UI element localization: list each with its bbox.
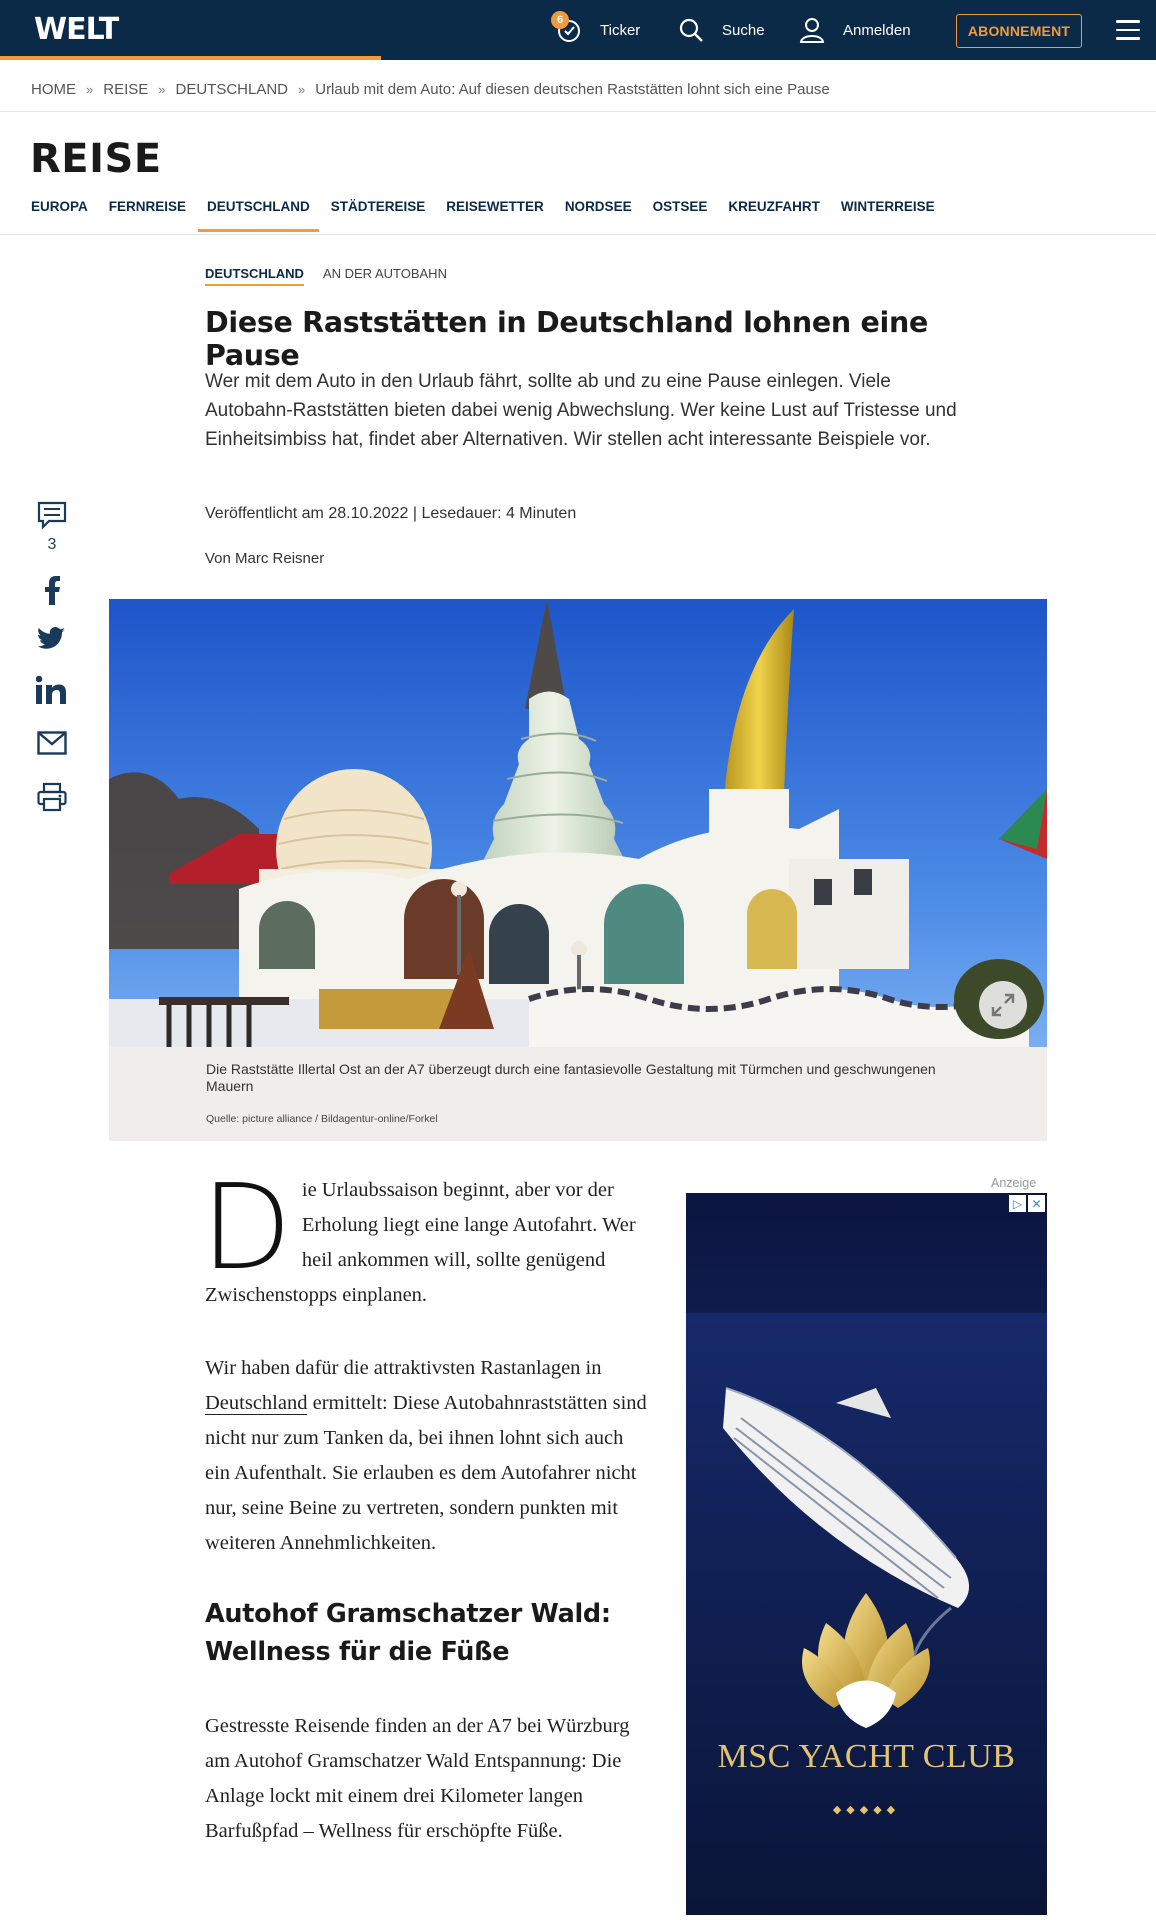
linkedin-icon <box>36 675 68 705</box>
article-paragraph-1 <box>201 1158 650 1313</box>
ad-choices[interactable] <box>1009 1195 1045 1212</box>
breadcrumb <box>31 81 830 98</box>
breadcrumb-deutschland[interactable]: DEUTSCHLAND <box>175 81 288 98</box>
section-nav-fernreise[interactable]: FERNREISE <box>108 199 187 214</box>
article-subheading: Autohof Gramschatzer Wald: Wellness für die Füße <box>205 1599 611 1667</box>
section-nav-deutschland[interactable]: DEUTSCHLAND <box>207 199 310 231</box>
mail-icon <box>37 731 67 755</box>
ticker-button[interactable] <box>556 0 640 60</box>
kicker-subtopic: AN DER AUTOBAHN <box>322 266 447 281</box>
comment-count: 3 <box>47 536 57 553</box>
top-navigation-bar <box>0 0 1156 60</box>
image-source: Quelle: picture alliance / Bildagentur-online/Forkel <box>206 1113 438 1125</box>
menu-icon[interactable] <box>1116 20 1140 46</box>
ticker-label: Ticker <box>600 21 641 39</box>
user-icon <box>799 17 825 43</box>
search-label: Suche <box>722 21 765 39</box>
article-paragraph-2 <box>205 1351 650 1561</box>
image-caption: Die Raststätte Illertal Ost an der A7 überzeugt durch eine fantasievolle Gestaltung mit Türmchen und geschwungenen Mauern <box>206 1061 936 1094</box>
breadcrumb-separator: » <box>158 82 166 97</box>
breadcrumb-separator: » <box>86 82 94 97</box>
section-nav-kreuzfahrt[interactable]: KREUZFAHRT <box>728 199 820 214</box>
image-caption-box <box>109 1047 1047 1141</box>
facebook-icon <box>42 575 62 605</box>
share-twitter-button[interactable] <box>36 627 68 651</box>
paragraph-2-start: Wir haben dafür die attraktivsten Rastanlagen in <box>205 1357 602 1379</box>
print-button[interactable] <box>36 782 68 812</box>
breadcrumb-separator: » <box>298 82 306 97</box>
expand-icon <box>990 992 1016 1018</box>
ticker-badge: 6 <box>551 11 569 29</box>
share-linkedin-button[interactable] <box>36 675 68 705</box>
search-icon <box>678 17 704 43</box>
article-headline: Diese Raststätten in Deutschland lohnen eine Pause <box>205 306 928 372</box>
section-nav <box>31 199 956 231</box>
article-kicker <box>205 266 447 286</box>
share-facebook-button[interactable] <box>36 575 68 605</box>
section-nav-reisewetter[interactable]: REISEWETTER <box>446 199 544 214</box>
divider <box>0 111 1156 112</box>
section-nav-ostsee[interactable]: OSTSEE <box>652 199 708 214</box>
publish-meta: Veröffentlicht am 28.10.2022 | Lesedauer: 4 Minuten <box>205 505 577 522</box>
section-nav-nordsee[interactable]: NORDSEE <box>564 199 632 214</box>
search-button[interactable] <box>678 0 765 60</box>
ad-stars: ◆◆◆◆◆ <box>832 1804 901 1816</box>
login-button[interactable] <box>799 0 911 60</box>
breadcrumb-current: Urlaub mit dem Auto: Auf diesen deutschen Raststätten lohnt sich eine Pause <box>315 81 830 98</box>
dropcap: D <box>201 1158 292 1296</box>
twitter-icon <box>38 627 66 651</box>
hero-image-illustration <box>109 599 1047 1047</box>
advertisement-msc-yacht-club[interactable] <box>686 1193 1047 1915</box>
breadcrumb-home[interactable]: HOME <box>31 81 76 98</box>
kicker-topic-link[interactable]: DEUTSCHLAND <box>205 266 304 286</box>
reading-progress-bar <box>0 56 381 60</box>
comments-button[interactable] <box>36 500 68 530</box>
section-nav-staedtereise[interactable]: STÄDTEREISE <box>330 199 426 214</box>
expand-image-button[interactable] <box>979 981 1027 1029</box>
ad-close-icon[interactable]: ✕ <box>1028 1195 1045 1212</box>
paragraph-1-text: ie Urlaubssaison beginnt, aber vor der Erholung liegt eine lange Autofahrt. Wer heil ankommen will, sollte genügend Zwischenstopps einplanen. <box>205 1179 636 1306</box>
login-label: Anmelden <box>843 21 911 39</box>
comment-icon <box>37 500 67 530</box>
adchoices-icon[interactable]: ▷ <box>1009 1195 1026 1212</box>
welt-logo[interactable]: WELT <box>34 12 119 47</box>
breadcrumb-reise[interactable]: REISE <box>103 81 149 98</box>
section-title[interactable]: REISE <box>30 136 162 182</box>
section-nav-europa[interactable]: EUROPA <box>31 199 88 214</box>
hero-image-raststaette-illertal[interactable] <box>109 599 1047 1047</box>
author-byline[interactable]: Von Marc Reisner <box>205 550 325 567</box>
divider <box>0 234 1156 235</box>
ad-brand: MSC YACHT CLUB <box>717 1738 1016 1775</box>
ad-label: Anzeige <box>991 1176 1037 1190</box>
print-icon <box>37 782 67 812</box>
deutschland-link[interactable]: Deutschland <box>205 1392 308 1414</box>
share-email-button[interactable] <box>36 731 68 755</box>
section-nav-winterreise[interactable]: WINTERREISE <box>840 199 935 214</box>
article-paragraph-3: Gestresste Reisende finden an der A7 bei Würzburg am Autohof Gramschatzer Wald Entspannung: Die Anlage lockt mit einem drei Kilometer langen Barfußpfad – Wellness für erschöpfte Füße. <box>205 1715 630 1842</box>
paragraph-2-end: ermittelt: Diese Autobahnraststätten sind nicht nur zum Tanken da, bei ihnen lohnt sich auch ein Aufenthalt. Sie erlauben es dem Autofahrer nicht nur, seine Beine zu vertreten, sondern punkten mit weiteren Annehmlichkeiten. <box>205 1392 647 1554</box>
subscribe-button[interactable]: ABONNEMENT <box>956 14 1082 48</box>
article-intro: Wer mit dem Auto in den Urlaub fährt, sollte ab und zu eine Pause einlegen. Viele Autobahn-Raststätten bieten dabei wenig Abwechslung. Wer keine Lust auf Tristesse und Einheitsimbiss hat, findet aber Alternativen. Wir stellen acht interessante Beispiele vor. <box>205 371 957 450</box>
